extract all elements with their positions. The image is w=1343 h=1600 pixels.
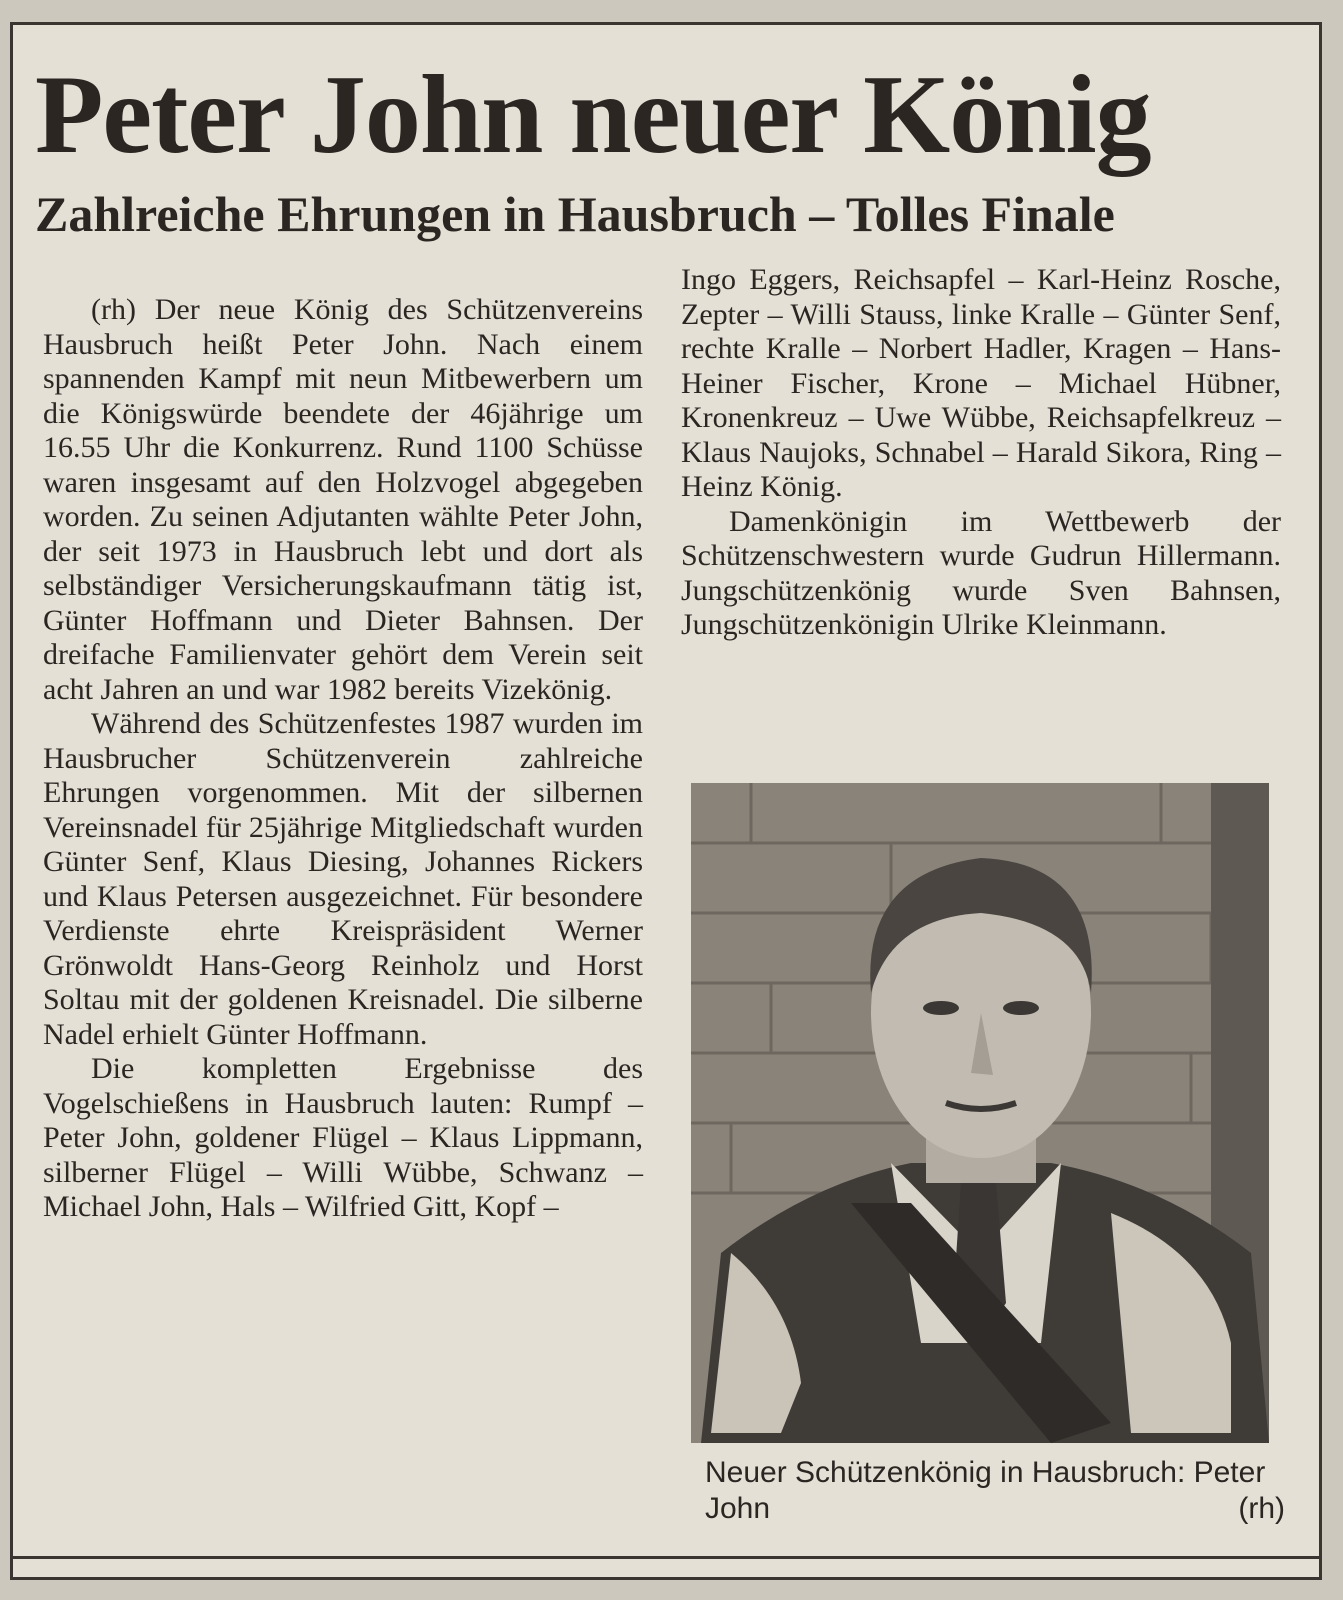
article-column-right — [681, 263, 1281, 643]
paragraph: Ingo Eggers, Reichsapfel – Karl-Heinz Rosche, Zepter – Willi Stauss, linke Kralle – Günter Senf, rechte Kralle – Norbert Hadler, Kragen – Hans-Heiner Fischer, Krone – Michael Hübner, Kronenkreuz – Uwe Wübbe, Reichsapfelkreuz – Klaus Naujoks, Schnabel – Harald Sikora, Ring – Heinz König. — [681, 263, 1281, 503]
photo-caption — [705, 1455, 1285, 1527]
headline: Peter John neuer König — [35, 53, 1151, 177]
portrait-photo — [691, 783, 1269, 1443]
paragraph: Damenkönigin im Wettbewerb der Schützenschwestern wurde Gudrun Hillermann. Jungschützenkönig wurde Sven Bahnsen, Jungschützenkönigin Ulrike Kleinmann. — [681, 504, 1281, 641]
paragraph: Die kompletten Ergebnisse des Vogelschießens in Hausbruch lauten: Rumpf – Peter John, goldener Flügel – Klaus Lippmann, silberner Flügel – Willi Wübbe, Schwanz – Michael John, Hals – Wilfried Gitt, Kopf – — [43, 1052, 643, 1223]
newspaper-clipping — [10, 22, 1322, 1580]
article-column-left — [43, 293, 643, 1225]
paragraph: (rh) Der neue König des Schützenvereins Hausbruch heißt Peter John. Nach einem spannenden Kampf mit neun Mitbewerbern um die Königswürde beendete der 46jährige um 16.55 Uhr die Konkurrenz. Rund 1100 Schüsse waren insgesamt auf den Holzvogel abgegeben worden. Zu seinen Adjutanten wählte Peter John, der seit 1973 in Hausbruch lebt und dort als selbständiger Versicherungskaufmann tätig ist, Günter Hoffmann und Dieter Bahnsen. Der dreifache Familienvater gehört dem Verein seit acht Jahren an und war 1982 bereits Vizekönig. — [43, 293, 643, 706]
caption-text: Neuer Schützenkönig in Hausbruch: Peter John — [705, 1456, 1266, 1525]
paragraph: Während des Schützenfestes 1987 wurden im Hausbrucher Schützenverein zahlreiche Ehrungen vorgenommen. Mit der silbernen Vereinsnadel für 25jährige Mitgliedschaft wurden Günter Senf, Klaus Diesing, Johannes Rickers und Klaus Petersen ausgezeichnet. Für besondere Verdienste ehrte Kreispräsident Werner Grönwoldt Hans-Georg Reinholz und Horst Soltau mit der goldenen Kreisnadel. Die silberne Nadel erhielt Günter Hoffmann. — [43, 707, 643, 1051]
bottom-rule — [13, 1556, 1319, 1559]
portrait-illustration — [691, 783, 1269, 1443]
photo-credit: (rh) — [1238, 1492, 1285, 1525]
subheadline: Zahlreiche Ehrungen in Hausbruch – Tolles Finale — [35, 186, 1115, 242]
